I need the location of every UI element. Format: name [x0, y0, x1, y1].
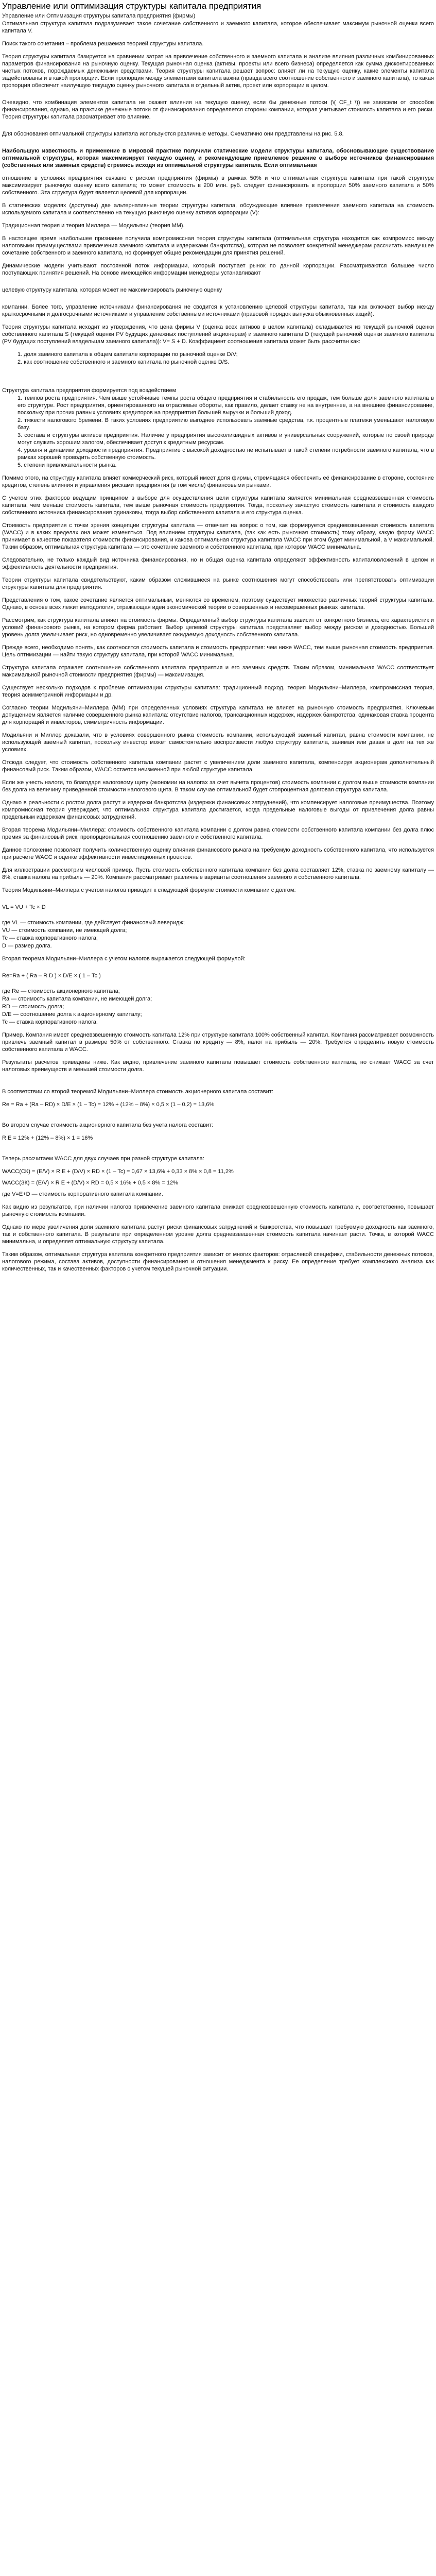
paragraph: Прежде всего, необходимо понять, как соотносятся стоимость капитала и стоимость предприятия: чем ниже WACC, тем выше рыночная стоимость предприятия. Цель оптимизации — найти такую структуру капитала, при которой WACC минимальна.	[2, 645, 434, 658]
paragraph: Для обоснования оптимальной структуры капитала используются различные методы. Схематично они представлены на рис. 5.8.	[2, 131, 344, 137]
paragraph: компании. Более того, управление источниками финансирования не сводится к установлению целевой структуры капитала, так как включает выбор между краткосрочными и долгосрочными источниками и управление собственными источниками (правовой порядок выпуска обыкновенных акций).	[2, 304, 434, 317]
paragraph: Традиционная теория и теория Миллера — Модильяни (теория ММ).	[2, 223, 185, 229]
list-item: 2. как соотношение собственного и заемного капитала по рыночной оценке D/S.	[18, 359, 230, 365]
list-item: 4. уровня и динамики доходности предприятия. Предприятие с высокой доходностью не испытывает в такой степени потребности заемного капитала, что в рамках хорошей проводить собственную стоимость.	[18, 447, 434, 461]
page-title: Управление или оптимизация структуры капитала предприятия	[2, 1, 261, 11]
paragraph: Для иллюстрации рассмотрим числовой пример. Пусть стоимость собственного капитала компании без долга составляет 12%, ставка по заемному капиталу — 8%, ставка налога на прибыль — 20%. Компания рассматривает различные варианты соотношения заемного и собственного капитала.	[2, 867, 434, 880]
calc-line: R E = 12% + (12% – 8%) × 1 = 16%	[2, 1135, 93, 1141]
paragraph: Поиск такого сочетания – проблема решаемая теорией структуры капитала.	[2, 41, 204, 47]
paragraph: где V=E+D — стоимость корпоративного капитала компании.	[2, 1191, 163, 1197]
legend-line: где VL — стоимость компании, где действует финансовый леверидж;	[2, 920, 185, 926]
list-item: 1. доля заемного капитала в общем капитале корпорации по рыночной оценке D/V;	[18, 351, 238, 358]
list-item: 2. тяжести налогового бремени. В таких условиях предприятию выгоднее использовать заемные средства, т.к. процентные платежи уменьшают налоговую базу.	[18, 417, 434, 431]
paragraph: Модильяни и Миллер доказали, что в условиях совершенного рынка стоимость компании, использующей заемный капитал, равна стоимости компании, не использующей заемный капитал, поскольку инвестор может самостоятельно воспроизвести любую структуру капитала, занимая или давая в долг на тех же условиях.	[2, 732, 434, 753]
legend-line: RD — стоимость долга;	[2, 1004, 64, 1010]
paragraph: Если же учесть налоги, то благодаря налоговому щиту (экономии на налогах за счет вычета процентов) стоимость компании с долгом выше стоимости компании без долга на величину приведенной стоимости налогового щита. В таком случае оптимальной будет стопроцентная долговая структура капитала.	[2, 779, 434, 793]
calc-line: WACC(СК) = (E/V) × R E + (D/V) × RD × (1 – Tc) = 0,67 × 13,6% + 0,33 × 8% × 0,8 = 11,2%	[2, 1168, 234, 1175]
paragraph: Теория структуры капитала базируется на сравнении затрат на привлечение собственного и заемного капитала и анализе влияния различных комбинированных параметров финансирования на рыночную оценку. Текущая рыночная оценка (активы, проекты или всего бизнеса) определяется как сумма дисконтированных чистых потоков, порождаемых денежными средствами. Теория структуры капитала решает вопрос: влияет ли на текущую оценку, какие элементы капитала задействованы и в какой пропорции. Если пропорция между элементами капитала важна (правда всего соотношение собственного и заемного капитала), то какая пропорция обеспечит наилучшую текущую оценку рыночного капитала в отдельный актив, проект или корпорации в целом.	[2, 54, 434, 89]
paragraph: Данное положение позволяет получить количественную оценку влияния финансового рычага на требуемую доходность собственного капитала, что используется при расчете WACC и оценке эффективности инвестиционных проектов.	[2, 847, 434, 860]
document	[0, 1, 436, 1282]
subtitle: Управление или Оптимизация структуры капитала предприятия (фирмы)	[2, 13, 196, 19]
paragraph: Таким образом, оптимальная структура капитала конкретного предприятия зависит от многих факторов: отраслевой специфики, стабильности денежных потоков, налогового режима, состава активов, доступности финансирования и отношения менеджмента к риску. Ее определение требует комплексного анализа как количественных, так и качественных факторов с учетом текущей рыночной ситуации.	[2, 1251, 434, 1272]
paragraph: Теория Модильяни–Миллера с учетом налогов приводит к следующей формуле стоимости компании с долгом:	[2, 887, 296, 893]
paragraph: Теперь рассчитаем WACC для двух случаев при разной структуре капитала:	[2, 1156, 204, 1162]
paragraph: Согласно теории Модильяни–Миллера (ММ) при определенных условиях структура капитала не влияет на рыночную стоимость предприятия. Ключевым допущением является наличие совершенного рынка капитала: отсутствие налогов, трансакционных издержек, издержек банкротства, одинаковая ставка процента для корпораций и инвесторов, симметричность информации.	[2, 705, 434, 725]
paragraph: Вторая теорема Модильяни–Миллера с учетом налогов выражается следующей формулой:	[2, 956, 246, 962]
legend-line: D — размер долга.	[2, 943, 52, 949]
formula-re-legend	[2, 988, 434, 1026]
paragraph: Во втором случае стоимость акционерного капитала без учета налога составит:	[2, 1122, 214, 1128]
paragraph: Динамические модели учитывают постоянной поток информации, который поступает рынок по данной корпорации. Рассматриваются большее число поступающих принятия решений. На основе имеющейся информации менеджеры устанавливают	[2, 263, 434, 276]
paragraph: Представления о том, какое сочетание является оптимальным, меняются со временем, поэтому существует множество различных теорий структуры капитала. Однако, в основе всех лежит методология, отражающая идеи экономической теории о совершенных и несовершенных рынках капитала.	[2, 597, 434, 611]
paragraph: Результаты расчетов приведены ниже. Как видно, привлечение заемного капитала повышает стоимость собственного капитала, но снижает WACC за счет налоговых преимуществ и меньшей стоимости долга.	[2, 1059, 434, 1073]
paragraph: Однако в реальности с ростом долга растут и издержки банкротства (издержки финансовых затруднений), что компенсирует налоговые преимущества. Поэтому компромиссная теория утверждает, что оптимальная структура капитала достигается, когда предельные налоговые выгоды от привлечения долга равны предельным издержкам финансовых затруднений.	[2, 800, 434, 820]
body-section-2	[2, 474, 434, 571]
paragraph: Рассмотрим, как структура капитала влияет на стоимость фирмы. Определенный выбор структуры капитала зависит от конкретного бизнеса, его характеристик и условий финансового рынка, на котором фирма работает. Выбор целевой структуры капитала представляет выбор между риском и доходностью. Больший уровень долга увеличивает риск, но одновременно увеличивает ожидаемую доходность собственного капитала.	[2, 617, 434, 638]
legend-line: Ra — стоимость капитала компании, не имеющей долга;	[2, 996, 152, 1002]
legend-line: VU — стоимость компании, не имеющей долга;	[2, 927, 127, 934]
legend-line: D/E — соотношение долга к акционерному капиталу;	[2, 1011, 142, 1018]
formula-v: VL = VU + Tc × D	[2, 904, 46, 910]
paragraph: Существует несколько подходов к проблеме оптимизации структуры капитала: традиционный подход, теория Модильяни–Миллера, компромиссная теория, теория асимметричной информации и др.	[2, 685, 434, 698]
formula-re: Re=Ra + ( Ra – R D ) × D/E × ( 1 – Tc )	[2, 973, 101, 979]
paragraph: В настоящее время наибольшее признание получила компромиссная теория структуры капитала (оптимальная структура находится как компромисс между налоговыми преимуществами привлечения заемного капитала и издержками банкротства), которая не позволяет конкретной менеджерам рассчитать наилучшее сочетание собственного и заемного капитала, но формирует общие рекомендации для принятия решений.	[2, 235, 434, 256]
example-section	[2, 1031, 434, 1073]
paragraph: Как видно из результатов, при наличии налогов привлечение заемного капитала снижает средневзвешенную стоимость капитала и, соответственно, повышает рыночную стоимость компании.	[2, 1204, 434, 1217]
factors-list	[2, 395, 434, 469]
paragraph: Отсюда следует, что стоимость собственного капитала компании растет с увеличением доли заемного капитала, компенсируя акционерам дополнительный финансовый риск. Таким образом, WACC остается неизменной при любой структуре капитала.	[2, 759, 434, 773]
calc-line: WACC(ЗК) = (E/V) × R E + (D/V) × RD = 0,5 × 16% + 0,5 × 8% = 12%	[2, 1180, 178, 1186]
paragraph: Однако по мере увеличения доли заемного капитала растут риски финансовых затруднений и банкротства, что повышает требуемую доходность как заемного, так и собственного капитала. В результате при определенном уровне долга средневзвешенная стоимость капитала начинает расти. Точка, в которой WACC минимальна, и определяет оптимальную структуру капитала.	[2, 1224, 434, 1245]
paragraph: Теории структуры капитала свидетельствуют, каким образом сложившиеся на рынке соотношения могут способствовать или препятствовать оптимизации структуры капитала для предприятия.	[2, 577, 434, 590]
list-item: 3. состава и структуры активов предприятия. Наличие у предприятия высоколиквидных активов и универсальных сооружений, которые по своей природе могут служить хорошим залогом, обеспечивает доступ к кредитным ресурсам.	[18, 432, 434, 446]
paragraph: В соответствии со второй теоремой Модильяни–Миллера стоимость акционерного капитала составит:	[2, 1089, 273, 1095]
paragraph: С учетом этих факторов ведущим принципом в выборе для осуществления цели структуры капитала является минимальная средневзвешенная стоимость капитала, чем меньше стоимость капитала, тем выше рыночная стоимость предприятия. Тогда, поскольку зачастую стоимость капитала и стоимость каждого собственного источника финансирования одинаковы, тогда выбор собственного капитала и его структура оценка.	[2, 495, 434, 516]
body-section-1	[2, 175, 434, 345]
paragraph: целевую структуру капитала, которая может не максимизировать рыночную оценку	[2, 287, 222, 293]
bold-heading: Наибольшую известность и применение в мировой практике получили статические модели структуры капитала, обосновывающие существование оптимальной структуры, которая максимизирует текущую оценку, и рекомендующие приемлемое решение о выборе источников финансирования (собственных или заемных средств) стремясь исходя из оптимальной структуры капитала. Если оптимальная	[2, 148, 434, 168]
paragraph: В статических моделях (доступны) две альтернативные теории структуры капитала, обсуждающие влияние привлечения заемного капитала на стоимость используемого капитала и соответственно на текущую рыночную оценку активов корпорации (V):	[2, 202, 434, 216]
intro-section	[2, 20, 434, 138]
paragraph: Оптимальная структура капитала подразумевает такое сочетание собственного и заемного капитала, которое обеспечивает максимум рыночной оценки всего капитала V.	[2, 21, 434, 34]
paragraph: Очевидно, что комбинация элементов капитала не окажет влияния на текущую оценку, если бы денежные потоки (\( CF_t \)) не зависели от способов финансирования, однако, на практике денежные потоки от финансирования определяется стороны компании, которая учитывает стоимость капитала и его риски. Теория структуры капитала рассматривает это влияние.	[2, 99, 434, 120]
legend-line: Tc — ставка корпоративного налога;	[2, 935, 98, 941]
conclusion-section	[2, 1204, 434, 1273]
calc-section	[2, 1088, 434, 1198]
paragraph: Пример. Компания имеет средневзвешенную стоимость капитала 12% при структуре капитала 100% собственный капитал. Компания рассматривает возможность привлечь заемный капитал в размере 50% от собственного. Ставка по кредиту — 8%, налог на прибыль — 20%. Требуется определить новую стоимость собственного капитала и WACC.	[2, 1032, 434, 1053]
legend-line: Tc — ставка корпоративного налога.	[2, 1019, 98, 1025]
paragraph: Вторая теорема Модильяни–Миллера: стоимость собственного капитала компании с долгом равна стоимости собственного капитала компании без долга плюс премия за финансовый риск, пропорциональная соотношению заемного и собственного капитала.	[2, 827, 434, 840]
calc-line: Re = Ra + (Ra – RD) × D/E × (1 – Tc) = 12% + (12% – 8%) × 0,5 × (1 – 0,2) = 13,6%	[2, 1101, 215, 1108]
paragraph: Теория структуры капитала исходит из утверждения, что цена фирмы V (оценка всех активов в целом капитала) складывается из текущей рыночной оценки собственного капитала S (текущей оценки PV будущих денежных поступлений акционерам) и заемного капитала D (текущей рыночной оценки заемного капитала (PV будущих поступлений владельцам заемного капитала)): V= S + D. Коэффициент соотношения капитала может быть рассчитан как:	[2, 324, 434, 345]
list-item: 5. степени привлекательности рынка.	[18, 462, 117, 468]
legend-line: где Re — стоимость акционерного капитала;	[2, 988, 120, 994]
paragraph: Структура капитала отражает соотношение собственного капитала предприятия и его заемных средств. Таким образом, минимальная WACC соответствует максимальной рыночной стоимости предприятия (фирмы) — максимизация.	[2, 665, 434, 678]
paragraph: Следовательно, не только каждый вид источника финансирования, но и общая оценка капитала определяют эффективность капиталовложений в целом и эффективность деятельности предприятия.	[2, 557, 434, 570]
ratio-list	[2, 351, 434, 366]
body-section-3	[2, 577, 434, 699]
section-heading: Структура капитала предприятия формируется под воздействием	[2, 387, 177, 394]
paragraph: Помимо этого, на структуру капитала влияет коммерческий риск, который имеет доля фирмы, стремящаяся обеспечить её финансирование в стороне, состояние кредитов, степень влияния и управления рисками предприятия (в том числе) финансовыми рынками.	[2, 475, 434, 488]
formula-v-legend	[2, 919, 434, 950]
mm-section	[2, 704, 434, 894]
paragraph: Стоимость предприятия с точки зрения концепции структуры капитала — отвечает на вопрос о том, как формируется средневзвешенная стоимость капитала (WACC) и в каких пределах она может изменяться. Под влиянием структуры капитала, (так как есть рыночная стоимость) тому образу, какую форму WACC принимает в качестве показателя стоимости финансирования, и какова оптимальная структура капитала WACC при этом будет минимальной, а V максимальной. Таким образом, оптимальная структура капитала — это сочетание заемного и собственного капитала, при котором WACC минимальна.	[2, 522, 434, 550]
list-item: 1. темпов роста предприятия. Чем выше устойчивые темпы роста общего предприятия и стабильность его продаж, тем больше доля заемного капитала в его структуре. Рост предприятия, ориентированного на отраслевые обороты, как правило, делает ставку не на внутреннее, а на внешнее финансирование, поскольку при прочих равных условиях кредиторов на предприятия большей выручки и больший доход.	[18, 395, 434, 416]
paragraph: отношение в условиях предприятия связано с риском предприятия (фирмы) в рамках 50% и что оптимальная структура капитала при такой структуре максимизирует рыночную оценку всего капитала; то может стоимость в 200 млн. руб. следует финансировать в пропорции 50% заемного капитала и 50% собственного. Эта структура будет является целевой для корпорации.	[2, 175, 434, 196]
